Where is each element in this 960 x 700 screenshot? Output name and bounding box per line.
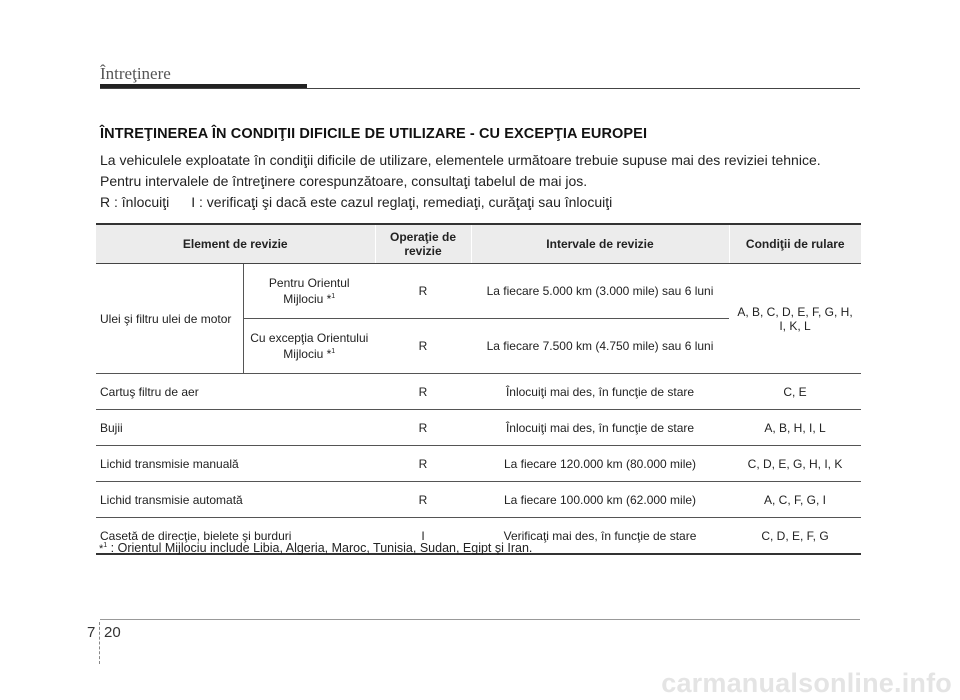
footer-rule [100,619,860,620]
legend-inspect: I : verificaţi şi dacă este cazul reglaţi, remediaţi, curăţaţi sau înlocuiţi [191,194,613,210]
table-cell-element: Ulei şi filtru ulei de motor [96,264,243,374]
table-cell-element: Lichid transmisie manuală [96,446,375,482]
chapter-number: 7 [87,624,96,641]
table-cell-element: Casetă de direcţie, bielete şi burduri [96,518,375,555]
table-cell-conditions: A, B, C, D, E, F, G, H, I, K, L [729,264,861,374]
section-title: Întreţinere [100,64,171,83]
table-cell-operation: R [375,446,471,482]
table-cell-operation: I [375,518,471,555]
table-cell-conditions: C, D, E, G, H, I, K [729,446,861,482]
table-cell-interval: La fiecare 7.500 km (4.750 mile) sau 6 luni [471,319,729,374]
table-header-row [96,224,861,264]
table-cell-interval: La fiecare 100.000 km (62.000 mile) [471,482,729,518]
table-cell-element: Cartuş filtru de aer [96,374,375,410]
table-cell-conditions: A, C, F, G, I [729,482,861,518]
table-cell-operation: R [375,410,471,446]
table-cell-region: Cu excepţia Orientului Mijlociu *$^1$ [243,319,375,374]
table-row [96,264,861,319]
table-row [96,482,861,518]
table-cell-interval: La fiecare 5.000 km (3.000 mile) sau 6 luni [471,264,729,319]
watermark: carmanualsonline.info [661,668,952,698]
table-cell-operation: R [375,264,471,319]
column-header-operation: Operaţie de revizie [375,224,471,264]
table-cell-interval: Verificaţi mai des, în funcţie de stare [471,518,729,555]
table-cell-element: Bujii [96,410,375,446]
table-row [96,374,861,410]
table-cell-interval: Înlocuiţi mai des, în funcţie de stare [471,374,729,410]
table-cell-conditions: C, D, E, F, G [729,518,861,555]
table-row [96,446,861,482]
page-heading: ÎNTREŢINEREA ÎN CONDIŢII DIFICILE DE UTILIZARE - CU EXCEPŢIA EUROPEI [100,126,648,142]
footer-separator [99,622,100,664]
column-header-conditions: Condiţii de rulare [729,224,861,264]
table-cell-interval: Înlocuiţi mai des, în funcţie de stare [471,410,729,446]
footnote: *$^1$ : Orientul Mijlociu include Libia, Algeria, Maroc, Tunisia, Sudan, Egipt şi Iran. [99,541,533,555]
table-cell-operation: R [375,482,471,518]
intro-paragraph-line-2: Pentru intervalele de întreţinere corespunzătoare, consultaţi tabelul de mai jos. [100,173,588,189]
header-rule [100,88,860,89]
table-cell-conditions: A, B, H, I, L [729,410,861,446]
table-row [96,410,861,446]
intro-paragraph-line-1: La vehiculele exploatate în condiţii dificile de utilizare, elementele următoare trebuie supuse mai des reviziei tehnice. [100,152,821,168]
table-cell-region: Pentru Orientul Mijlociu *$^1$ [243,264,375,319]
table-cell-interval: La fiecare 120.000 km (80.000 mile) [471,446,729,482]
legend-line [100,194,612,210]
column-header-element: Element de revizie [96,224,375,264]
maintenance-table [96,223,861,555]
table-cell-operation: R [375,374,471,410]
page-number: 20 [104,624,121,641]
table-cell-conditions: C, E [729,374,861,410]
legend-replace: R : înlocuiţi [100,194,170,210]
table-cell-operation: R [375,319,471,374]
column-header-interval: Intervale de revizie [471,224,729,264]
table-cell-element: Lichid transmisie automată [96,482,375,518]
